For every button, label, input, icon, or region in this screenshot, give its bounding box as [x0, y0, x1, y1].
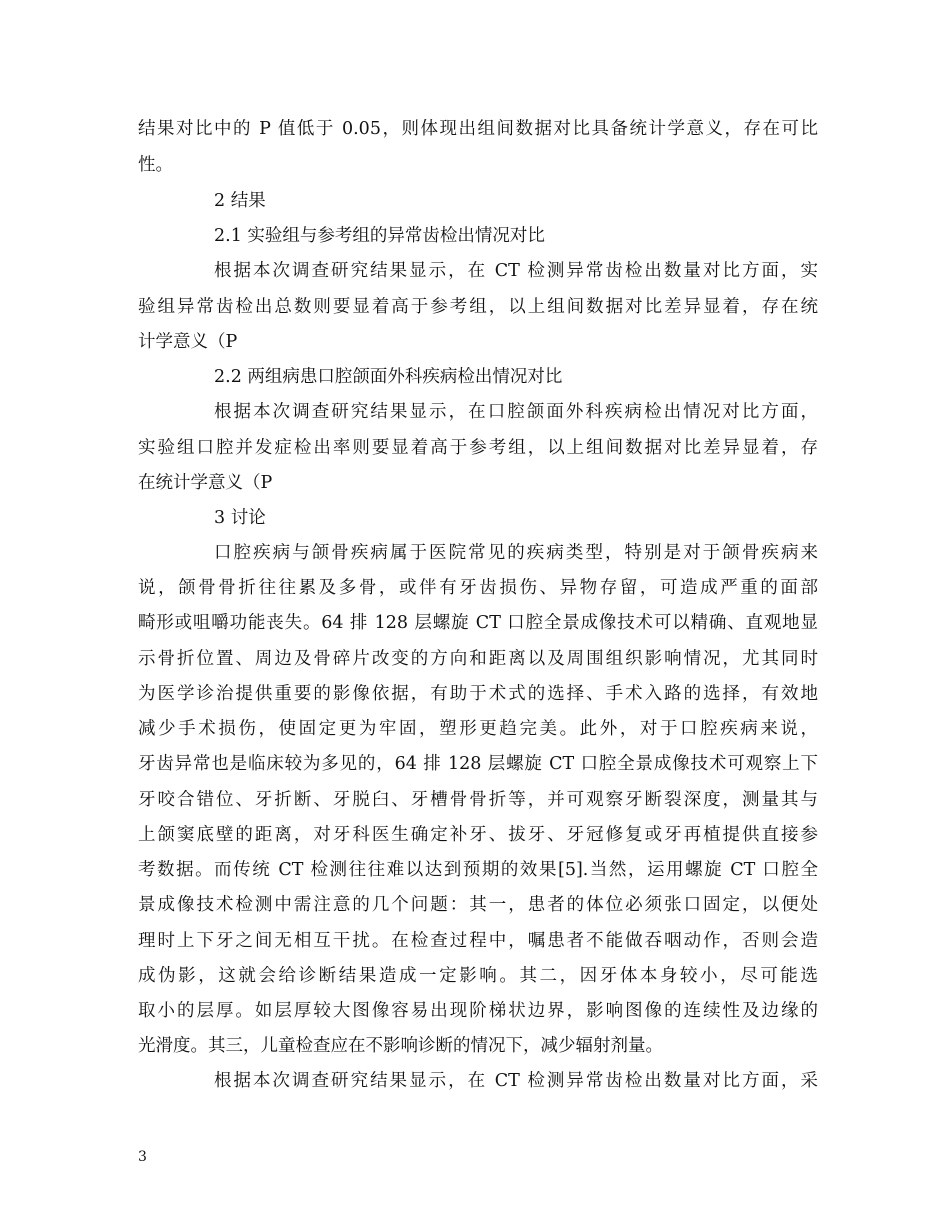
- body-line: 根据本次调查研究结果显示，在 CT 检测异常齿检出数量对比方面，实: [214, 261, 818, 281]
- body-line: 减少手术损伤，使固定更为牢固，塑形更趋完美。此外，对于口腔疾病来说，: [138, 719, 818, 739]
- subsection-heading: 2.1 实验组与参考组的异常齿检出情况对比: [214, 226, 545, 246]
- body-line: 牙咬合错位、牙折断、牙脱臼、牙槽骨骨折等，并可观察牙断裂深度，测量其与: [138, 790, 818, 810]
- body-line: 牙齿异常也是临床较为多见的，64 排 128 层螺旋 CT 口腔全景成像技术可观察上下: [138, 754, 818, 774]
- body-line: 根据本次调查研究结果显示，在口腔颌面外科疾病检出情况对比方面，: [214, 402, 818, 422]
- body-line: 口腔疾病与颌骨疾病属于医院常见的疾病类型，特别是对于颌骨疾病来: [214, 543, 818, 563]
- body-line: 结果对比中的 P 值低于 0.05，则体现出组间数据对比具备统计学意义，存在可比: [138, 119, 818, 139]
- body-line: 畸形或咀嚼功能丧失。64 排 128 层螺旋 CT 口腔全景成像技术可以精确、直观地显: [138, 613, 818, 633]
- body-line: 说，颌骨骨折往往累及多骨，或伴有牙齿损伤、异物存留，可造成严重的面部: [138, 578, 818, 598]
- body-line: 根据本次调查研究结果显示，在 CT 检测异常齿检出数量对比方面，采: [214, 1071, 818, 1091]
- body-line: 取小的层厚。如层厚较大图像容易出现阶梯状边界，影响图像的连续性及边缘的: [138, 1001, 818, 1021]
- section-heading: 2 结果: [214, 191, 266, 211]
- body-line: 性。: [138, 155, 173, 175]
- body-line: 上颌窦底壁的距离，对牙科医生确定补牙、拔牙、牙冠修复或牙再植提供直接参: [138, 825, 818, 845]
- body-line: 理时上下牙之间无相互干扰。在检查过程中，嘱患者不能做吞咽动作，否则会造: [138, 931, 818, 951]
- body-line: 示骨折位置、周边及骨碎片改变的方向和距离以及周围组织影响情况，尤其同时: [138, 649, 818, 669]
- body-line: 在统计学意义（P: [138, 473, 273, 493]
- body-line: 考数据。而传统 CT 检测往往难以达到预期的效果[5].当然，运用螺旋 CT 口腔全: [138, 860, 818, 880]
- body-line: 实验组口腔并发症检出率则要显着高于参考组，以上组间数据对比差异显着，存: [138, 438, 818, 458]
- body-line: 光滑度。其三，儿童检查应在不影响诊断的情况下，减少辐射剂量。: [138, 1036, 663, 1056]
- body-line: 验组异常齿检出总数则要显着高于参考组，以上组间数据对比差异显着，存在统: [138, 297, 818, 317]
- body-line: 为医学诊治提供重要的影像依据，有助于术式的选择、手术入路的选择，有效地: [138, 684, 818, 704]
- body-line: 成伪影，这就会给诊断结果造成一定影响。其二，因牙体本身较小，尽可能选: [138, 966, 818, 986]
- body-line: 景成像技术检测中需注意的几个问题：其一，患者的体位必须张口固定，以便处: [138, 895, 818, 915]
- subsection-heading: 2.2 两组病患口腔颌面外科疾病检出情况对比: [214, 367, 563, 387]
- page-number: 3: [138, 1149, 147, 1165]
- section-heading: 3 讨论: [214, 508, 266, 528]
- body-line: 计学意义（P: [138, 332, 238, 352]
